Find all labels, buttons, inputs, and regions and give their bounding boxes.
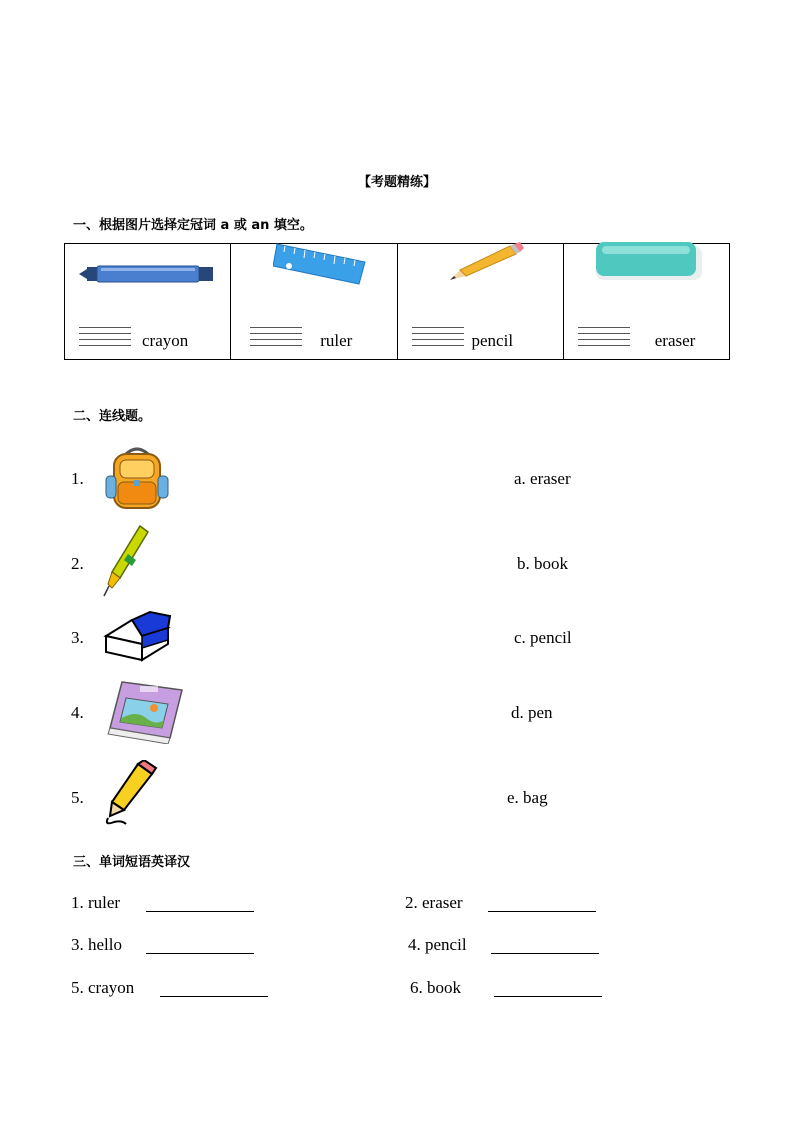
backpack-icon[interactable] — [104, 444, 170, 510]
book-icon[interactable] — [106, 678, 186, 744]
cell-eraser — [563, 244, 729, 360]
translate-item: 2. eraser — [405, 893, 463, 912]
eraser-icon — [594, 240, 706, 284]
translate-item: 4. pencil — [408, 935, 467, 954]
eraser-block-icon[interactable] — [102, 610, 174, 664]
answer-blank[interactable] — [412, 327, 464, 351]
translate-item: 6. book — [410, 978, 461, 997]
match-number: 5. — [71, 788, 84, 807]
answer-line[interactable] — [491, 937, 599, 954]
answer-line[interactable] — [160, 980, 268, 997]
word-ruler: ruler — [320, 331, 353, 350]
crayon-icon — [79, 264, 219, 284]
section3-heading: 三、单词短语英译汉 — [73, 855, 191, 870]
answer-blank[interactable] — [79, 327, 131, 351]
match-number: 2. — [71, 554, 84, 573]
cell-crayon — [65, 244, 231, 360]
translate-item: 3. hello — [71, 935, 122, 954]
option-d[interactable]: d. pen — [511, 703, 553, 722]
translate-item: 1. ruler — [71, 893, 121, 912]
match-number: 4. — [71, 703, 84, 722]
answer-line[interactable] — [146, 895, 254, 912]
fountain-pen-icon[interactable] — [100, 524, 152, 600]
section1-heading: 一、根据图片选择定冠词 a 或 an 填空。 — [73, 218, 313, 233]
word-crayon: crayon — [142, 331, 189, 350]
cell-ruler — [231, 244, 397, 360]
answer-line[interactable] — [488, 895, 596, 912]
word-pencil: pencil — [471, 331, 514, 350]
answer-line[interactable] — [146, 937, 254, 954]
pencil-icon[interactable] — [102, 760, 158, 828]
translate-item: 5. crayon — [71, 978, 135, 997]
pencil-icon — [448, 242, 528, 284]
option-e[interactable]: e. bag — [507, 788, 548, 807]
page-title: 【考题精练】 — [357, 175, 436, 190]
ruler-icon — [273, 240, 369, 288]
match-number: 1. — [71, 469, 84, 488]
word-eraser: eraser — [654, 331, 696, 350]
picture-table — [64, 243, 730, 360]
option-c[interactable]: c. pencil — [514, 628, 572, 647]
option-a[interactable]: a. eraser — [514, 469, 571, 488]
section2-heading: 二、连线题。 — [73, 409, 152, 424]
answer-blank[interactable] — [250, 327, 302, 351]
match-number: 3. — [71, 628, 84, 647]
answer-blank[interactable] — [578, 327, 630, 351]
option-b[interactable]: b. book — [517, 554, 568, 573]
cell-pencil — [397, 244, 563, 360]
answer-line[interactable] — [494, 980, 602, 997]
